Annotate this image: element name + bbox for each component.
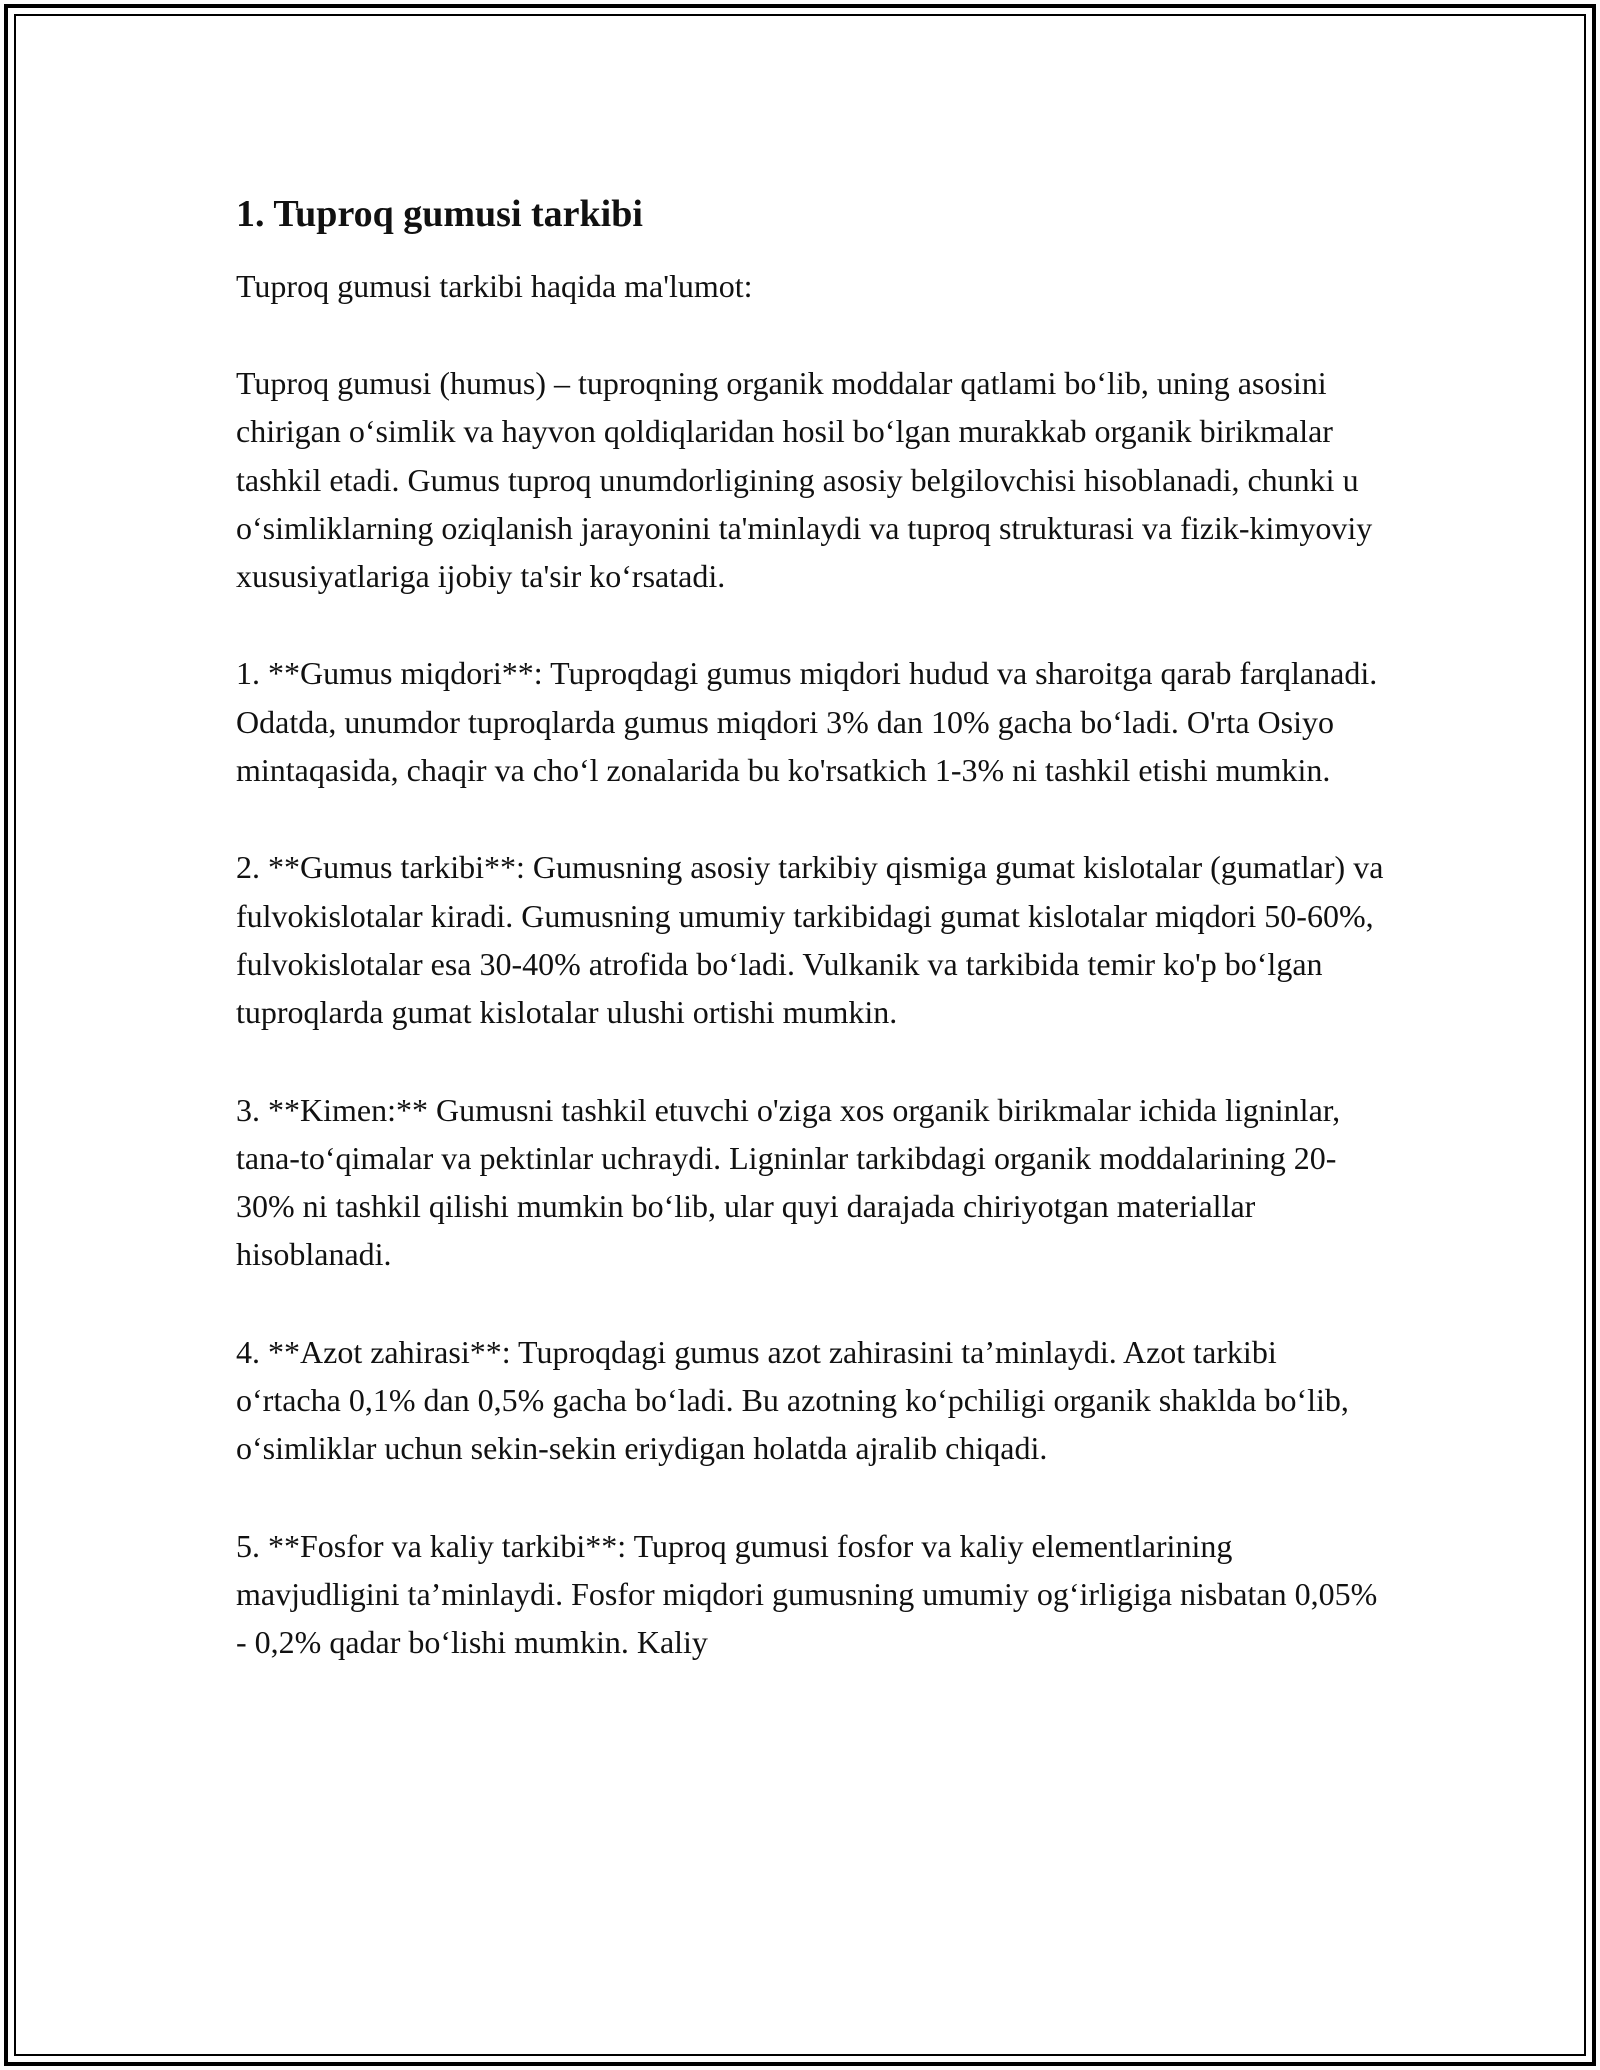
intro-line: Tuproq gumusi tarkibi haqida ma'lumot: <box>236 268 753 304</box>
paragraph-organic-compounds: 3. **Kimen:** Gumusni tashkil etuvchi o'ziga xos organik birikmalar ichida ligninlar, tana-to‘qimalar va pektinlar uchraydi. Ligninlar tarkibdagi organik moddalarining 20-30% ni tashkil qilishi mumkin bo‘lib, ular quyi darajada chiriyotgan materiallar hisoblanadi. <box>236 1091 1341 1273</box>
paragraph-humus-amount: 1. **Gumus miqdori**: Tuproqdagi gumus miqdori hudud va sharoitga qarab farqlanadi. Odatda, unumdor tuproqlarda gumus miqdori 3% dan 10% gacha bo‘ladi. O'rta Osiyo mintaqasida, chaqir va cho‘l zonalarida bu ko'rsatkich 1-3% ni tashkil etishi mumkin. <box>236 655 1378 789</box>
paragraph-humus-composition: 2. **Gumus tarkibi**: Gumusning asosiy tarkibiy qismiga gumat kislotalar (gumatlar) va fulvokislotalar kiradi. Gumusning umumiy tarkibidagi gumat kislotalar miqdori 50-60%, fulvokislotalar esa 30-40% atrofida bo‘ladi. Vulkanik va tarkibida temir ko'p bo‘lgan tuproqlarda gumat kislotalar ulushi ortishi mumkin. <box>236 849 1384 1031</box>
paragraph-humus-definition: Tuproq gumusi (humus) – tuproqning organik moddalar qatlami bo‘lib, uning asosini chirigan o‘simlik va hayvon qoldiqlaridan hosil bo‘lgan murakkab organik birikmalar tashkil etadi. Gumus tuproq unumdorligining asosiy belgilovchisi hisoblanadi, chunki u o‘simliklarning oziqlanish jarayonini ta'minlaydi va tuproq strukturasi va fizik-kimyoviy xususiyatlariga ijobiy ta'sir ko‘rsatadi. <box>236 365 1373 595</box>
paragraph-nitrogen-reserve: 4. **Azot zahirasi**: Tuproqdagi gumus azot zahirasini ta’minlaydi. Azot tarkibi o‘rtacha 0,1% dan 0,5% gacha bo‘ladi. Bu azotning ko‘pchiligi organik shaklda bo‘lib, o‘simliklar uchun sekin-sekin eriydigan holatda ajralib chiqadi. <box>236 1333 1349 1467</box>
document-body <box>236 186 1386 1667</box>
document-title: 1. Tuproq gumusi tarkibi <box>236 193 643 235</box>
paragraph-phosphorus-potassium: 5. **Fosfor va kaliy tarkibi**: Tuproq gumusi fosfor va kaliy elementlarining mavjudligini ta’minlaydi. Fosfor miqdori gumusning umumiy og‘irligiga nisbatan 0,05% - 0,2% qadar bo‘lishi mumkin. Kaliy <box>236 1527 1378 1661</box>
